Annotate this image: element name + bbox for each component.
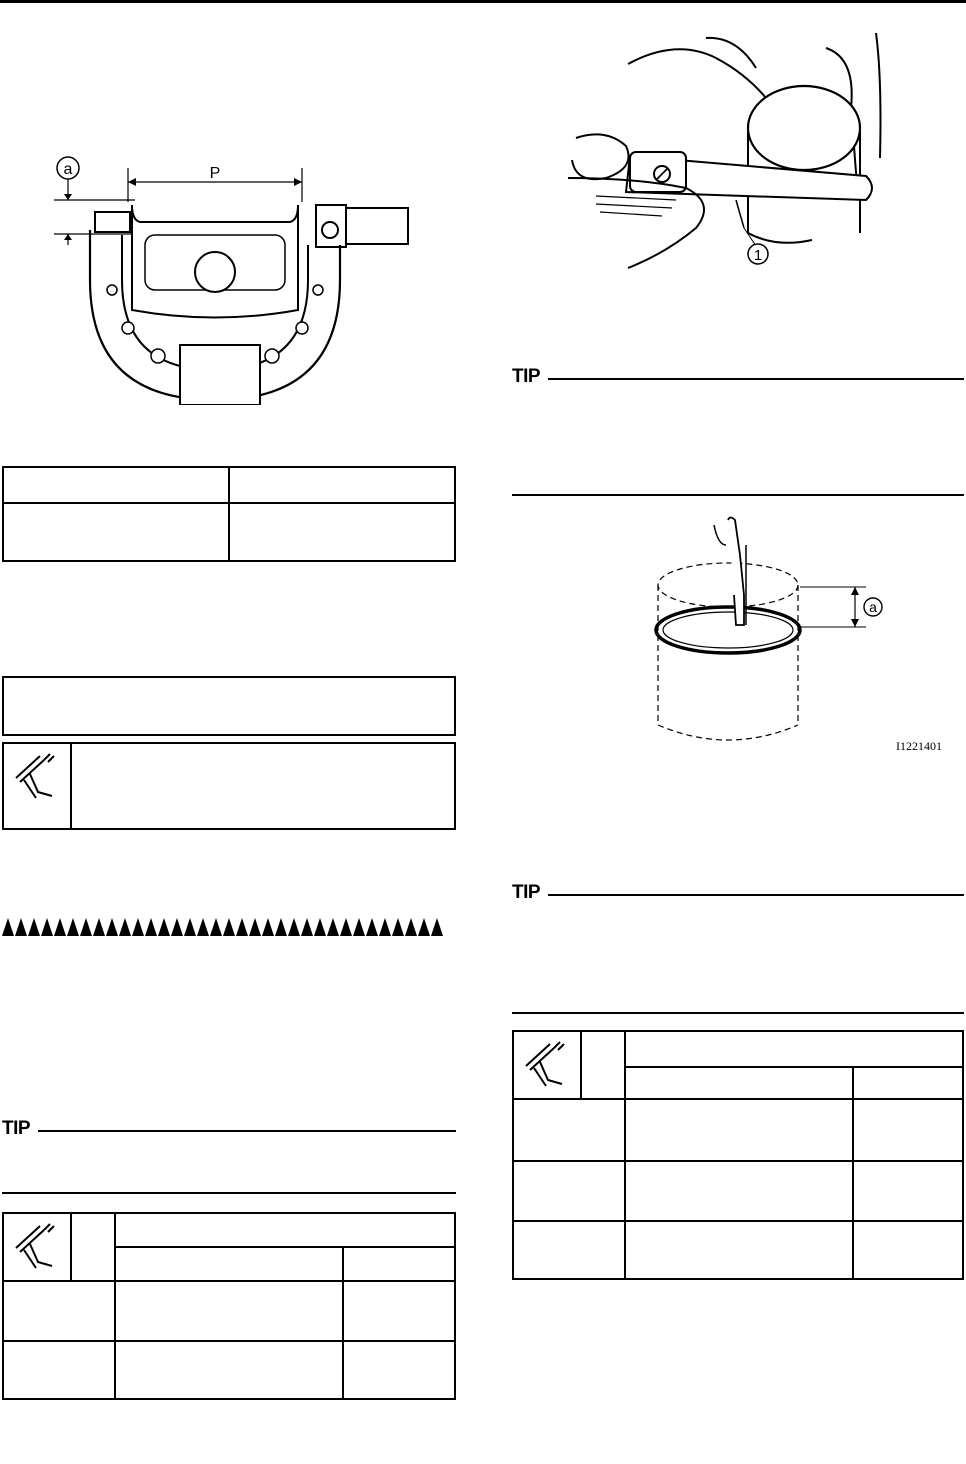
label-a: a [869,599,877,615]
tip-label: TIP [2,1118,31,1139]
caliper-icon [10,750,66,806]
ring-end-gap-figure [640,515,950,765]
piston-feeler-gauge-figure [566,28,886,273]
warning-triangle-row [2,918,456,940]
tip-label: TIP [512,882,541,903]
info-box [2,676,456,736]
page-top-rule [0,0,966,3]
measurement-box [2,742,456,830]
micrometer-piston-figure [40,150,420,405]
label-a: a [63,161,73,178]
tip-left-end-rule [2,1192,456,1194]
spec-table-1 [2,466,456,562]
caliper-icon [520,1038,576,1094]
spec-table-2 [2,1212,456,1400]
tip-label: TIP [512,366,541,387]
label-p: P [209,165,221,182]
tip-right-1 [512,366,964,390]
callout-1: 1 [753,247,763,264]
tip-left [2,1118,456,1142]
caliper-icon [10,1220,66,1276]
figure-code: I1221401 [896,739,942,753]
tip-right-2-end-rule [512,1012,964,1014]
tip-right-2 [512,882,964,906]
spec-table-3 [512,1030,964,1280]
tip-right-1-end-rule [512,494,964,496]
